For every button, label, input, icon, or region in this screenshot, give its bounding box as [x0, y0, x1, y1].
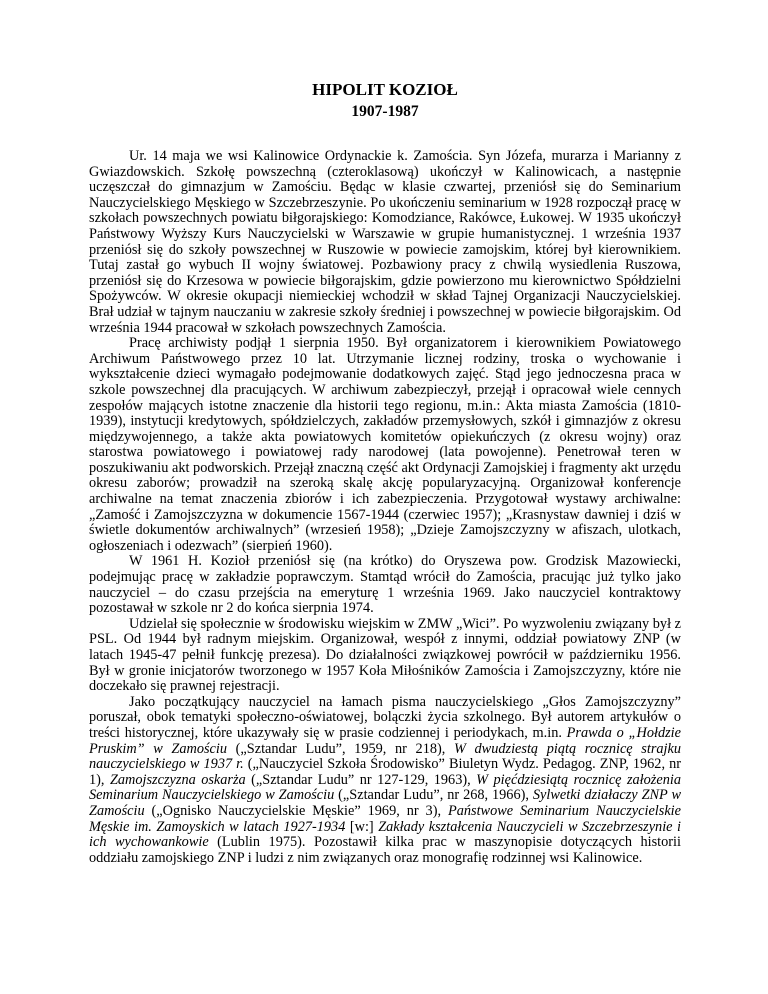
publications-text: („Nauczyciel Szkoła Środowisko” Biuletyn Wydz. Pedagog. ZNP, 1962, nr 1),	[89, 756, 681, 788]
page-title: HIPOLIT KOZIOŁ	[312, 80, 458, 99]
paragraph-early-life: Ur. 14 maja we wsi Kalinowice Ordynackie k. Zamościa. Syn Józefa, murarza i Marianny z Gwiazdowskich. Szkołę powszechną (czteroklasową) ukończył w Kalinowicach, a następnie uczęszczał do gimnazjum w Zamościu. Będąc w klasie czwartej, przeniósł się do Seminarium Nauczycielskiego Męskiego w Szczebrzeszynie. Po ukończeniu seminarium w 1928 rozpoczął pracę w szkołach powszechnych powiatu biłgorajskiego: Komodziance, Rakówce, Łukowej. W 1935 ukończył Państwowy Wyższy Kurs Nauczycielski w Warszawie w grupie humanistycznej. 1 września 1937 przeniósł się do szkoły powszechnej w Ruszowie w powiecie zamojskim, której był kierownikiem. Tutaj zastał go wybuch II wojny światowej. Pozbawiony pracy z chwilą wysiedlenia Ruszowa, przeniósł się do Krzesowa w powiecie biłgorajskim, gdzie powierzono mu kierownictwo Spółdzielni Spożywców. W okresie okupacji niemieckiej wchodził w skład Tajnej Organizacji Nauczycielskiej. Brał udział w tajnym nauczaniu w zakresie szkoły średniej i powszechnej w powiecie biłgorajskim. Od września 1944 pracował w szkołach powszechnych Zamościa.	[89, 148, 681, 336]
paragraph-archive-work: Pracę archiwisty podjął 1 sierpnia 1950. Był organizatorem i kierownikiem Powiatowego Archiwum Państwowego przez 10 lat. Utrzymanie licznej rodziny, troska o wychowanie i wykształcenie dzieci wymagało podejmowanie dodatkowych zajęć. Stąd jego jednoczesna praca w szkole powszechnej dla pracujących. W archiwum zabezpieczył, przejął i opracował wiele cennych zespołów mających istotne znaczenie dla historii tego regionu, m.in.: Akta miasta Zamościa (1810-1939), instytucji kredytowych, spółdzielczych, zakładów przemysłowych, szkół i gimnazjów z okresu międzywojennego, a także akta powiatowych komitetów opiekuńczych (z okresu wojny) oraz starostwa powiatowego i powiatowej rady narodowej (lata powojenne). Penetrował teren w poszukiwaniu akt podworskich. Przejął znaczną część akt Ordynacji Zamojskiej i fragmenty akt urzędu okresu zaborów; prowadził na szeroką skalę akcję popularyzacyjną. Organizował konferencje archiwalne na temat znaczenia zbiorów i ich zabezpieczenia. Przygotował wystawy archiwalne: „Zamość i Zamojszczyzna w dokumencie 1567-1944 (czerwiec 1957); „Krasnystaw dawniej i dziś w świetle dokumentów archiwalnych” (wrzesień 1958); „Dzieje Zamojszczyzny w afiszach, ulotkach, ogłoszeniach i odezwach” (sierpień 1960).	[89, 335, 681, 554]
publications-text: Jako początkujący nauczyciel na łamach pisma nauczycielskiego „Głos Zamojszczyzny” poruszał, obok tematyki społeczno-oświatowej, bolączki życia szkolnego. Był autorem artykułów o treści historycznej, które ukazywały się w prasie codziennej i periodykach, m.in.	[89, 693, 681, 741]
paragraph-social-activity: Udzielał się społecznie w środowisku wiejskim w ZMW „Wici”. Po wyzwoleniu związany był z PSL. Od 1944 był radnym miejskim. Organizował, wespół z innymi, oddział powiatowy ZNP (w latach 1945-47 pełnił funkcję prezesa). Do działalności związkowej powrócił w październiku 1956. Był w gronie inicjatorów tworzonego w 1957 Koła Miłośników Zamościa i Zamojszczyzny, które nie doczekało się prawnej rejestracji.	[89, 615, 681, 695]
publications-text: („Sztandar Ludu”, nr 268, 1966),	[334, 787, 533, 804]
document-page	[89, 80, 681, 866]
publications-text: [w:]	[345, 818, 379, 835]
publication-title: Zakłady kształcenia Nauczycieli w Szczebrzeszynie i ich wychowankowie	[89, 818, 681, 851]
publication-title: Zamojszczyzna oskarża	[109, 771, 246, 788]
publication-title: W pięćdziesiątą rocznicę założenia Seminarium Nauczycielskiego w Zamościu	[89, 771, 681, 804]
publication-title: Prawda o „Hołdzie Pruskim” w Zamościu	[89, 724, 681, 757]
publications-text: („Sztandar Ludu” nr 127-129, 1963),	[245, 771, 477, 788]
publication-title: W dwudziestą piątą rocznicę strajku nauczycielskiego w 1937 r.	[89, 740, 681, 773]
paragraph-publications	[89, 695, 681, 867]
publications-text: (Lublin 1975). Pozostawił kilka prac w maszynopisie dotyczących historii oddziału zamojskiego ZNP i ludzi z nim związanych oraz monografię rodzinnej wsi Kalinowice.	[89, 834, 681, 866]
publication-title: Państwowe Seminarium Nauczycielskie Męskie im. Zamoyskich w latach 1927-1934	[89, 802, 681, 835]
publications-text: („Sztandar Ludu”, 1959, nr 218),	[227, 740, 454, 757]
publications-text: („Ognisko Nauczycielskie Męskie” 1969, nr 3),	[144, 802, 448, 819]
life-years: 1907-1987	[351, 103, 419, 120]
publication-title: Sylwetki działaczy ZNP w Zamościu	[89, 787, 681, 819]
paragraph-later-career: W 1961 H. Kozioł przeniósł się (na krótko) do Oryszewa pow. Grodzisk Mazowiecki, podejmując pracę w zakładzie poprawczym. Stamtąd wrócił do Zamościa, pracując już tylko jako nauczyciel – do czasu przejścia na emeryturę 1 września 1969. Jako nauczyciel kontraktowy pozostawał w szkole nr 2 do końca sierpnia 1974.	[89, 553, 681, 617]
biography-body	[89, 149, 681, 866]
